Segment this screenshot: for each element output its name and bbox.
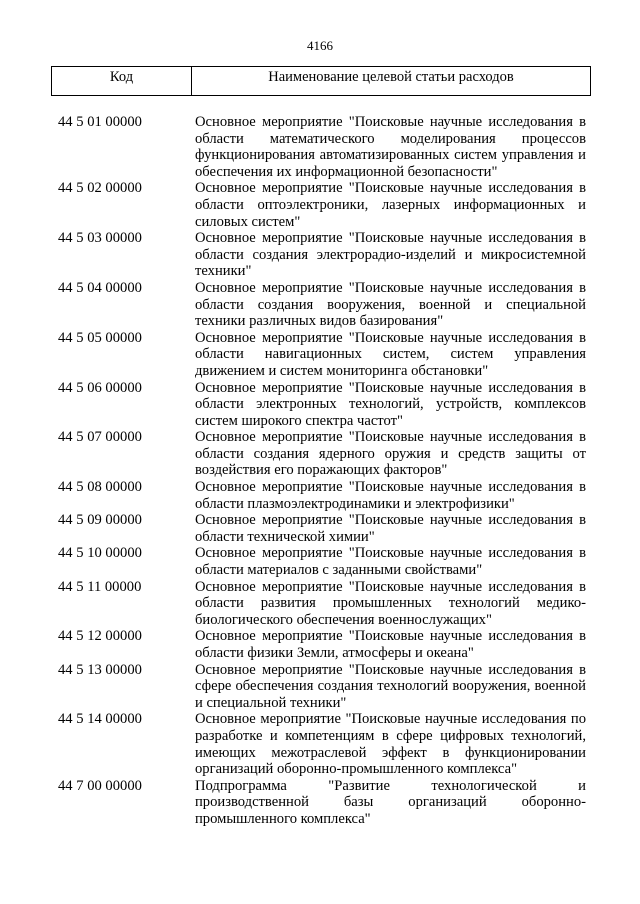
row-code: 44 5 03 00000 bbox=[58, 230, 142, 247]
table-row bbox=[0, 628, 640, 661]
table-row bbox=[0, 512, 640, 545]
row-name: Основное мероприятие "Поисковые научные исследования в области технической химии" bbox=[195, 512, 586, 545]
row-code: 44 5 04 00000 bbox=[58, 279, 142, 296]
table-row bbox=[0, 545, 640, 578]
table-body bbox=[0, 114, 640, 828]
row-code: 44 5 14 00000 bbox=[58, 711, 142, 728]
table-row bbox=[0, 479, 640, 512]
header-name: Наименование целевой статьи расходов bbox=[268, 69, 514, 85]
row-code: 44 5 05 00000 bbox=[58, 329, 142, 346]
page-number: 4166 bbox=[307, 38, 333, 53]
row-code: 44 5 07 00000 bbox=[58, 429, 142, 446]
row-name: Основное мероприятие "Поисковые научные исследования в области создания электрорадио-изделий и микросистемной техники" bbox=[195, 230, 586, 280]
row-name: Основное мероприятие "Поисковые научные исследования в области навигационных систем, систем управления движением и систем мониторинга обстановки" bbox=[195, 329, 586, 379]
table-row bbox=[0, 429, 640, 479]
table-row bbox=[0, 180, 640, 230]
row-name: Основное мероприятие "Поисковые научные исследования в области материалов с заданными свойствами" bbox=[195, 545, 586, 579]
table-row bbox=[0, 330, 640, 380]
row-code: 44 5 13 00000 bbox=[58, 661, 142, 678]
row-code: 44 5 02 00000 bbox=[58, 180, 142, 197]
row-code: 44 5 11 00000 bbox=[58, 578, 142, 595]
row-code: 44 5 08 00000 bbox=[58, 479, 142, 496]
table-row bbox=[0, 230, 640, 280]
table-row bbox=[0, 280, 640, 330]
row-name: Основное мероприятие "Поисковые научные исследования в сфере обеспечения создания технологий вооружения, военной и специальной техники" bbox=[195, 661, 586, 711]
row-code: 44 5 01 00000 bbox=[58, 114, 142, 130]
row-name: Основное мероприятие "Поисковые научные исследования в области создания ядерного оружия и средств защиты от воздействия его поражающих факторов" bbox=[195, 429, 586, 479]
table-row bbox=[0, 579, 640, 629]
row-name: Основное мероприятие "Поисковые научные исследования в области создания вооружения, военной и специальной техники различных видов базирования" bbox=[195, 279, 586, 330]
row-name: Основное мероприятие "Поисковые научные исследования в области плазмоэлектродинамики и электрофизики" bbox=[195, 479, 586, 512]
row-name: Основное мероприятие "Поисковые научные исследования по разработке и компетенциям в сфере цифровых технологий, имеющих межотраслевой эффект в функционировании организаций оборонно-промышленного комплекса" bbox=[195, 711, 586, 778]
row-name: Основное мероприятие "Поисковые научные исследования в области физики Земли, атмосферы и океана" bbox=[195, 628, 586, 661]
table-header bbox=[51, 66, 591, 96]
row-code: 44 5 06 00000 bbox=[58, 379, 142, 396]
row-code: 44 5 12 00000 bbox=[58, 628, 142, 645]
row-name: Основное мероприятие "Поисковые научные исследования в области развития промышленных технологий медико-биологического обеспечения военнослужащих" bbox=[195, 578, 586, 628]
table-row bbox=[0, 380, 640, 430]
row-name: Основное мероприятие "Поисковые научные исследования в области электронных технологий, устройств, комплексов систем широкого спектра частот" bbox=[195, 379, 586, 429]
header-code: Код bbox=[52, 67, 192, 95]
row-name: Основное мероприятие "Поисковые научные исследования в области математического моделирования процессов функционирования автоматизированных систем управления и обеспечения их информационной безопасности" bbox=[195, 114, 586, 180]
row-code: 44 5 10 00000 bbox=[58, 545, 142, 562]
row-code: 44 5 09 00000 bbox=[58, 512, 142, 529]
table-row bbox=[0, 711, 640, 777]
row-code: 44 7 00 00000 bbox=[58, 777, 142, 794]
row-name: Подпрограмма "Развитие технологической и производственной базы организаций оборонно-промышленного комплекса" bbox=[195, 777, 586, 827]
table-row bbox=[0, 114, 640, 180]
row-name: Основное мероприятие "Поисковые научные исследования в области оптоэлектроники, лазерных информационных и силовых систем" bbox=[195, 180, 586, 230]
table-row bbox=[0, 778, 640, 828]
table-row bbox=[0, 662, 640, 712]
